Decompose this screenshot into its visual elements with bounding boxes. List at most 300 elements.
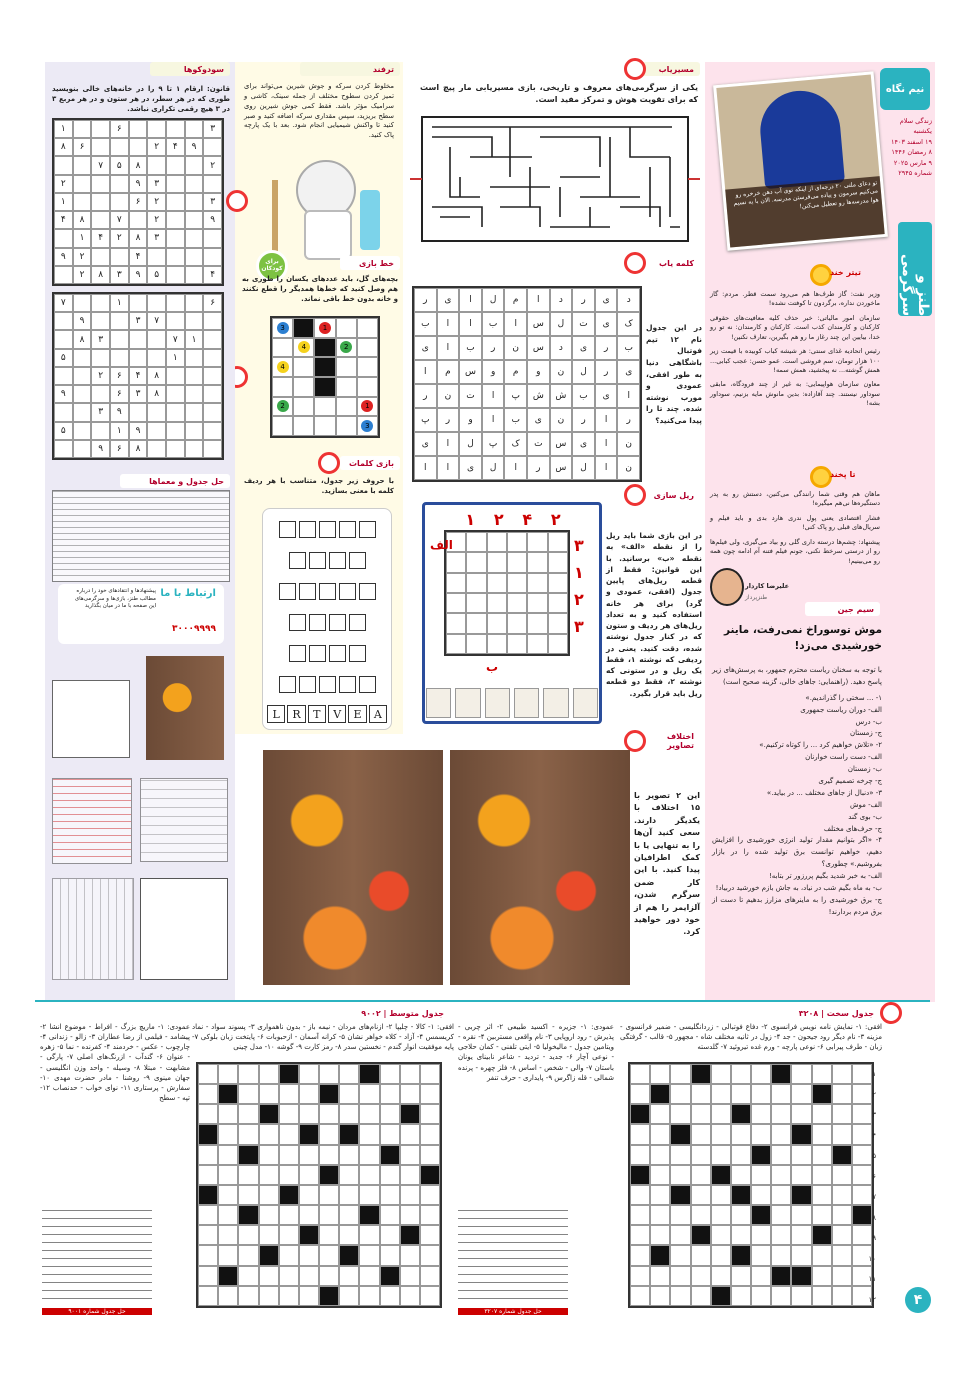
crossword-cell[interactable]	[832, 1245, 852, 1265]
rail-cell[interactable]	[527, 532, 547, 552]
crossword-cell[interactable]	[299, 1165, 319, 1185]
rail-cell[interactable]	[507, 634, 527, 654]
grid-cell[interactable]: ۳	[147, 175, 166, 193]
grid-cell[interactable]: ۵	[54, 349, 73, 367]
crossword-cell[interactable]	[259, 1064, 279, 1084]
word-box[interactable]	[339, 521, 356, 538]
grid-cell[interactable]: د	[617, 288, 640, 312]
crossword-cell[interactable]	[630, 1145, 650, 1165]
grid-cell[interactable]	[110, 330, 129, 348]
grid-cell[interactable]	[129, 403, 148, 421]
crossword-cell[interactable]	[380, 1124, 400, 1144]
grid-cell[interactable]: ۸	[129, 229, 148, 247]
grid-cell[interactable]: ی	[595, 288, 618, 312]
crossword-cell[interactable]	[731, 1165, 751, 1185]
crossword-cell[interactable]	[198, 1266, 218, 1286]
line-cell[interactable]	[272, 377, 293, 397]
grid-cell[interactable]: ۵	[147, 266, 166, 284]
line-cell[interactable]	[336, 377, 357, 397]
crossword-cell[interactable]	[731, 1064, 751, 1084]
grid-cell[interactable]: ت	[572, 312, 595, 336]
rail-cell[interactable]	[507, 593, 527, 613]
grid-cell[interactable]	[73, 193, 92, 211]
grid-cell[interactable]: ۷	[147, 312, 166, 330]
crossword-cell[interactable]	[650, 1084, 670, 1104]
crossword-cell[interactable]	[339, 1104, 359, 1124]
crossword-cell[interactable]	[259, 1225, 279, 1245]
rail-cell[interactable]	[548, 552, 568, 572]
grid-cell[interactable]: ش	[527, 384, 550, 408]
crossword-cell[interactable]	[791, 1185, 811, 1205]
grid-cell[interactable]: ب	[504, 408, 527, 432]
crossword-cell[interactable]	[380, 1104, 400, 1124]
crossword-cell[interactable]	[812, 1266, 832, 1286]
word-box[interactable]	[349, 552, 366, 569]
crossword-cell[interactable]	[319, 1145, 339, 1165]
crossword-cell[interactable]	[771, 1205, 791, 1225]
grid-cell[interactable]	[185, 248, 204, 266]
grid-cell[interactable]: ر	[414, 384, 437, 408]
crossword-cell[interactable]	[731, 1286, 751, 1306]
crossword-cell[interactable]	[238, 1084, 258, 1104]
crossword-cell[interactable]	[751, 1165, 771, 1185]
crossword-cell[interactable]	[319, 1165, 339, 1185]
crossword-cell[interactable]	[670, 1205, 690, 1225]
grid-cell[interactable]	[54, 229, 73, 247]
grid-cell[interactable]: ۲	[203, 156, 222, 174]
grid-cell[interactable]	[166, 175, 185, 193]
rail-cell[interactable]	[487, 552, 507, 572]
grid-cell[interactable]: ل	[459, 432, 482, 456]
crossword-cell[interactable]	[751, 1124, 771, 1144]
grid-cell[interactable]: ۳	[129, 312, 148, 330]
crossword-cell[interactable]	[218, 1205, 238, 1225]
crossword-cell[interactable]	[400, 1245, 420, 1265]
crossword-cell[interactable]	[299, 1145, 319, 1165]
crossword-cell[interactable]	[711, 1205, 731, 1225]
word-box[interactable]	[339, 676, 356, 693]
rail-cell[interactable]	[446, 552, 466, 572]
grid-cell[interactable]	[73, 120, 92, 138]
rail-cell[interactable]	[466, 552, 486, 572]
line-cell[interactable]	[293, 338, 314, 358]
grid-cell[interactable]	[129, 349, 148, 367]
crossword-cell[interactable]	[359, 1124, 379, 1144]
crossword-cell[interactable]	[359, 1205, 379, 1225]
crossword-cell[interactable]	[400, 1104, 420, 1124]
crossword-cell[interactable]	[420, 1286, 440, 1306]
crossword-cell[interactable]	[711, 1245, 731, 1265]
grid-cell[interactable]: و	[527, 360, 550, 384]
grid-cell[interactable]: ت	[527, 432, 550, 456]
grid-cell[interactable]: ی	[437, 288, 460, 312]
crossword-cell[interactable]	[832, 1205, 852, 1225]
line-cell[interactable]	[272, 416, 293, 436]
crossword-cell[interactable]	[751, 1266, 771, 1286]
crossword-cell[interactable]	[420, 1266, 440, 1286]
grid-cell[interactable]: ی	[527, 408, 550, 432]
crossword-cell[interactable]	[218, 1225, 238, 1245]
word-box[interactable]	[289, 552, 306, 569]
crossword-cell[interactable]	[711, 1124, 731, 1144]
crossword-cell[interactable]	[420, 1165, 440, 1185]
grid-cell[interactable]: ۷	[110, 211, 129, 229]
grid-cell[interactable]	[73, 422, 92, 440]
crossword-cell[interactable]	[420, 1185, 440, 1205]
grid-cell[interactable]: ۱	[110, 422, 129, 440]
crossword-cell[interactable]	[832, 1084, 852, 1104]
grid-cell[interactable]: ر	[437, 408, 460, 432]
grid-cell[interactable]	[54, 367, 73, 385]
grid-cell[interactable]: ا	[482, 384, 505, 408]
crossword-cell[interactable]	[420, 1124, 440, 1144]
grid-cell[interactable]: ی	[459, 456, 482, 480]
grid-cell[interactable]: س	[550, 456, 573, 480]
crossword-cell[interactable]	[299, 1104, 319, 1124]
rail-cell[interactable]	[507, 613, 527, 633]
crossword-cell[interactable]	[238, 1205, 258, 1225]
crossword-cell[interactable]	[218, 1124, 238, 1144]
crossword-cell[interactable]	[791, 1245, 811, 1265]
crossword-cell[interactable]	[791, 1286, 811, 1306]
grid-cell[interactable]: ر	[572, 288, 595, 312]
crossword-cell[interactable]	[791, 1225, 811, 1245]
grid-cell[interactable]: ر	[595, 336, 618, 360]
crossword-cell[interactable]	[630, 1185, 650, 1205]
grid-cell[interactable]	[203, 403, 222, 421]
crossword-cell[interactable]	[198, 1064, 218, 1084]
grid-cell[interactable]: ر	[572, 408, 595, 432]
grid-cell[interactable]	[147, 330, 166, 348]
grid-cell[interactable]	[73, 175, 92, 193]
crossword-cell[interactable]	[279, 1165, 299, 1185]
crossword-cell[interactable]	[832, 1124, 852, 1144]
grid-cell[interactable]: ۹	[129, 422, 148, 440]
grid-cell[interactable]	[54, 312, 73, 330]
grid-cell[interactable]: ر	[414, 288, 437, 312]
rail-cell[interactable]	[487, 573, 507, 593]
grid-cell[interactable]: پ	[504, 384, 527, 408]
grid-cell[interactable]: ۸	[147, 367, 166, 385]
grid-cell[interactable]	[129, 211, 148, 229]
crossword-cell[interactable]	[630, 1124, 650, 1144]
grid-cell[interactable]: ۹	[54, 385, 73, 403]
grid-cell[interactable]: ۱	[185, 330, 204, 348]
crossword-cell[interactable]	[400, 1165, 420, 1185]
line-cell[interactable]	[336, 318, 357, 338]
line-cell[interactable]	[314, 377, 335, 397]
word-box[interactable]	[279, 676, 296, 693]
grid-cell[interactable]: ۲	[110, 229, 129, 247]
grid-cell[interactable]	[185, 294, 204, 312]
crossword-cell[interactable]	[359, 1286, 379, 1306]
grid-cell[interactable]: ۸	[147, 385, 166, 403]
crossword-cell[interactable]	[319, 1225, 339, 1245]
grid-cell[interactable]	[91, 312, 110, 330]
word-box[interactable]	[319, 676, 336, 693]
crossword-cell[interactable]	[731, 1205, 751, 1225]
grid-cell[interactable]	[54, 403, 73, 421]
crossword-cell[interactable]	[731, 1104, 751, 1124]
crossword-cell[interactable]	[359, 1266, 379, 1286]
grid-cell[interactable]: ۹	[91, 440, 110, 458]
crossword-cell[interactable]	[380, 1145, 400, 1165]
grid-cell[interactable]: ۳	[129, 385, 148, 403]
grid-cell[interactable]	[73, 440, 92, 458]
crossword-cell[interactable]	[832, 1165, 852, 1185]
crossword-cell[interactable]	[731, 1084, 751, 1104]
crossword-cell[interactable]	[299, 1124, 319, 1144]
crossword-cell[interactable]	[650, 1145, 670, 1165]
grid-cell[interactable]	[203, 229, 222, 247]
grid-cell[interactable]	[110, 193, 129, 211]
rail-cell[interactable]	[527, 634, 547, 654]
crossword-cell[interactable]	[650, 1266, 670, 1286]
crossword-cell[interactable]	[630, 1266, 650, 1286]
crossword-cell[interactable]	[751, 1145, 771, 1165]
grid-cell[interactable]	[91, 175, 110, 193]
crossword-cell[interactable]	[339, 1225, 359, 1245]
crossword-cell[interactable]	[339, 1266, 359, 1286]
crossword-cell[interactable]	[359, 1064, 379, 1084]
crossword-cell[interactable]	[771, 1225, 791, 1245]
rail-cell[interactable]	[446, 573, 466, 593]
crossword-cell[interactable]	[380, 1266, 400, 1286]
rail-cell[interactable]	[548, 593, 568, 613]
crossword-cell[interactable]	[299, 1266, 319, 1286]
crossword-cell[interactable]	[279, 1104, 299, 1124]
crossword-cell[interactable]	[650, 1225, 670, 1245]
grid-cell[interactable]: ب	[572, 384, 595, 408]
grid-cell[interactable]: ر	[527, 456, 550, 480]
grid-cell[interactable]	[147, 422, 166, 440]
crossword-cell[interactable]	[238, 1245, 258, 1265]
crossword-cell[interactable]	[218, 1266, 238, 1286]
crossword-cell[interactable]	[812, 1124, 832, 1144]
grid-cell[interactable]: ی	[595, 312, 618, 336]
crossword-cell[interactable]	[731, 1245, 751, 1265]
grid-cell[interactable]	[147, 156, 166, 174]
grid-cell[interactable]	[203, 312, 222, 330]
crossword-cell[interactable]	[218, 1084, 238, 1104]
grid-cell[interactable]	[129, 138, 148, 156]
grid-cell[interactable]: س	[550, 432, 573, 456]
grid-cell[interactable]: ۹	[54, 248, 73, 266]
line-cell[interactable]	[293, 416, 314, 436]
crossword-cell[interactable]	[771, 1185, 791, 1205]
crossword-cell[interactable]	[339, 1165, 359, 1185]
grid-cell[interactable]	[166, 156, 185, 174]
grid-cell[interactable]	[110, 248, 129, 266]
grid-cell[interactable]: ۷	[91, 156, 110, 174]
grid-cell[interactable]: ۴	[129, 367, 148, 385]
grid-cell[interactable]: ۳	[147, 229, 166, 247]
crossword-cell[interactable]	[380, 1286, 400, 1306]
line-cell[interactable]	[314, 416, 335, 436]
rail-cell[interactable]	[548, 634, 568, 654]
word-box[interactable]	[329, 552, 346, 569]
grid-cell[interactable]: ا	[459, 288, 482, 312]
grid-cell[interactable]: ۳	[91, 403, 110, 421]
grid-cell[interactable]	[91, 138, 110, 156]
grid-cell[interactable]: ۸	[73, 330, 92, 348]
grid-cell[interactable]: ۱	[73, 229, 92, 247]
crossword-cell[interactable]	[359, 1225, 379, 1245]
grid-cell[interactable]: ا	[617, 384, 640, 408]
word-box[interactable]	[299, 583, 316, 600]
crossword-cell[interactable]	[319, 1245, 339, 1265]
rail-cell[interactable]	[466, 532, 486, 552]
crossword-cell[interactable]	[812, 1286, 832, 1306]
crossword-cell[interactable]	[630, 1104, 650, 1124]
rail-cell[interactable]	[466, 613, 486, 633]
crossword-cell[interactable]	[339, 1064, 359, 1084]
crossword-cell[interactable]	[198, 1245, 218, 1265]
grid-cell[interactable]: ی	[595, 384, 618, 408]
grid-cell[interactable]	[166, 266, 185, 284]
grid-cell[interactable]: د	[550, 288, 573, 312]
grid-cell[interactable]: م	[437, 360, 460, 384]
grid-cell[interactable]: ل	[482, 288, 505, 312]
grid-cell[interactable]: ب	[482, 312, 505, 336]
crossword-cell[interactable]	[420, 1145, 440, 1165]
word-box[interactable]	[289, 645, 306, 662]
crossword-cell[interactable]	[812, 1225, 832, 1245]
crossword-cell[interactable]	[259, 1124, 279, 1144]
grid-cell[interactable]	[185, 422, 204, 440]
grid-cell[interactable]: ر	[617, 408, 640, 432]
crossword-cell[interactable]	[670, 1145, 690, 1165]
grid-cell[interactable]: ۶	[110, 367, 129, 385]
grid-cell[interactable]	[73, 156, 92, 174]
crossword-cell[interactable]	[751, 1245, 771, 1265]
grid-cell[interactable]	[166, 229, 185, 247]
crossword-cell[interactable]	[791, 1104, 811, 1124]
crossword-cell[interactable]	[359, 1245, 379, 1265]
crossword-cell[interactable]	[279, 1185, 299, 1205]
crossword-cell[interactable]	[400, 1124, 420, 1144]
rail-cell[interactable]	[548, 532, 568, 552]
grid-cell[interactable]: ۲	[147, 193, 166, 211]
crossword-cell[interactable]	[691, 1286, 711, 1306]
crossword-cell[interactable]	[420, 1205, 440, 1225]
crossword-cell[interactable]	[832, 1145, 852, 1165]
line-cell[interactable]	[357, 318, 378, 338]
grid-cell[interactable]: ۸	[54, 138, 73, 156]
crossword-cell[interactable]	[670, 1286, 690, 1306]
crossword-cell[interactable]	[218, 1185, 238, 1205]
grid-cell[interactable]	[147, 120, 166, 138]
grid-cell[interactable]: ب	[459, 336, 482, 360]
line-cell[interactable]	[336, 357, 357, 377]
grid-cell[interactable]	[185, 193, 204, 211]
grid-cell[interactable]: ۵	[54, 422, 73, 440]
rail-cell[interactable]	[527, 593, 547, 613]
crossword-cell[interactable]	[832, 1185, 852, 1205]
crossword-cell[interactable]	[299, 1205, 319, 1225]
grid-cell[interactable]	[110, 138, 129, 156]
grid-cell[interactable]	[91, 294, 110, 312]
crossword-cell[interactable]	[812, 1165, 832, 1185]
crossword-cell[interactable]	[279, 1145, 299, 1165]
crossword-cell[interactable]	[630, 1286, 650, 1306]
rail-cell[interactable]	[527, 573, 547, 593]
crossword-cell[interactable]	[771, 1266, 791, 1286]
rail-cell[interactable]	[487, 634, 507, 654]
grid-cell[interactable]	[73, 385, 92, 403]
crossword-cell[interactable]	[751, 1225, 771, 1245]
grid-cell[interactable]: ن	[437, 384, 460, 408]
crossword-cell[interactable]	[380, 1225, 400, 1245]
grid-cell[interactable]: ن	[550, 408, 573, 432]
crossword-cell[interactable]	[791, 1165, 811, 1185]
crossword-cell[interactable]	[319, 1124, 339, 1144]
grid-cell[interactable]	[54, 330, 73, 348]
crossword-cell[interactable]	[259, 1104, 279, 1124]
crossword-cell[interactable]	[238, 1185, 258, 1205]
grid-cell[interactable]	[166, 211, 185, 229]
grid-cell[interactable]: ا	[414, 456, 437, 480]
crossword-cell[interactable]	[218, 1104, 238, 1124]
crossword-cell[interactable]	[319, 1205, 339, 1225]
grid-cell[interactable]: ۶	[110, 385, 129, 403]
grid-cell[interactable]: ی	[414, 432, 437, 456]
grid-cell[interactable]	[185, 156, 204, 174]
crossword-cell[interactable]	[650, 1124, 670, 1144]
crossword-cell[interactable]	[400, 1286, 420, 1306]
grid-cell[interactable]	[203, 367, 222, 385]
crossword-cell[interactable]	[279, 1266, 299, 1286]
crossword-cell[interactable]	[400, 1185, 420, 1205]
crossword-cell[interactable]	[299, 1245, 319, 1265]
crossword-cell[interactable]	[691, 1104, 711, 1124]
grid-cell[interactable]	[166, 294, 185, 312]
line-cell[interactable]	[357, 357, 378, 377]
word-box[interactable]	[349, 645, 366, 662]
grid-cell[interactable]: ۱	[54, 193, 73, 211]
crossword-cell[interactable]	[812, 1064, 832, 1084]
crossword-cell[interactable]	[279, 1245, 299, 1265]
crossword-cell[interactable]	[670, 1225, 690, 1245]
grid-cell[interactable]: ا	[595, 456, 618, 480]
crossword-cell[interactable]	[380, 1084, 400, 1104]
crossword-cell[interactable]	[711, 1266, 731, 1286]
grid-cell[interactable]	[166, 120, 185, 138]
crossword-cell[interactable]	[832, 1225, 852, 1245]
grid-cell[interactable]	[91, 248, 110, 266]
grid-cell[interactable]: و	[482, 360, 505, 384]
rail-cell[interactable]	[527, 552, 547, 572]
crossword-cell[interactable]	[319, 1084, 339, 1104]
grid-cell[interactable]: ۹	[185, 138, 204, 156]
crossword-cell[interactable]	[691, 1205, 711, 1225]
grid-cell[interactable]: ۶	[110, 440, 129, 458]
grid-cell[interactable]	[185, 312, 204, 330]
grid-cell[interactable]: ا	[437, 336, 460, 360]
line-cell[interactable]	[314, 357, 335, 377]
crossword-cell[interactable]	[259, 1245, 279, 1265]
crossword-cell[interactable]	[630, 1064, 650, 1084]
grid-cell[interactable]: ل	[550, 312, 573, 336]
crossword-cell[interactable]	[670, 1104, 690, 1124]
crossword-cell[interactable]	[339, 1286, 359, 1306]
line-cell[interactable]	[293, 318, 314, 338]
crossword-cell[interactable]	[670, 1124, 690, 1144]
grid-cell[interactable]: و	[459, 408, 482, 432]
crossword-cell[interactable]	[198, 1104, 218, 1124]
crossword-cell[interactable]	[400, 1225, 420, 1245]
line-cell[interactable]	[357, 416, 378, 436]
